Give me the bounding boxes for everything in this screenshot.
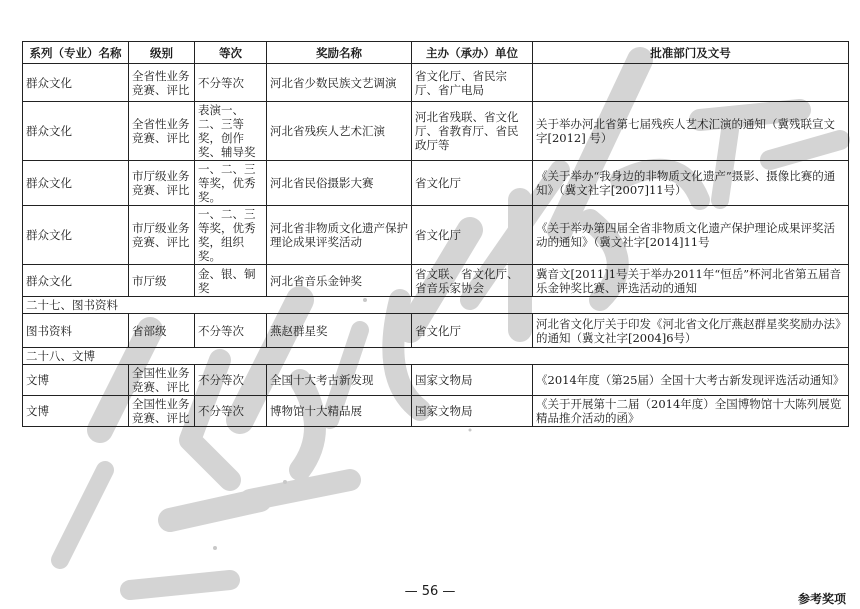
cell-grade: 一、二、三等奖，优秀奖。: [195, 161, 267, 206]
cell-level: 全国性业务竞赛、评比: [129, 365, 195, 396]
cell-award: 博物馆十大精品展: [267, 396, 412, 427]
section-title-books: 二十七、图书资料: [23, 297, 849, 314]
cell-level: 全省性业务竞赛、评比: [129, 102, 195, 161]
table-row: [23, 102, 849, 161]
cell-level: 省部级: [129, 314, 195, 348]
cell-grade: 表演一、二、三等奖，创作奖、辅导奖: [195, 102, 267, 161]
header-level: 级别: [129, 42, 195, 64]
table-row: [23, 206, 849, 265]
cell-approval: 《关于开展第十二届（2014年度）全国博物馆十大陈列展览精品推介活动的函》: [533, 396, 849, 427]
cell-award: 河北省残疾人艺术汇演: [267, 102, 412, 161]
cell-award: 河北省少数民族文艺调演: [267, 64, 412, 102]
cell-organizer: 省文化厅: [412, 206, 533, 265]
cell-grade: 不分等次: [195, 365, 267, 396]
header-series: 系列（专业）名称: [23, 42, 129, 64]
cell-award: 全国十大考古新发现: [267, 365, 412, 396]
table-row: [23, 64, 849, 102]
cell-organizer: 河北省残联、省文化厅、省教育厅、省民政厅等: [412, 102, 533, 161]
cell-level: 市厅级业务竞赛、评比: [129, 161, 195, 206]
cell-grade: 金、银、铜奖: [195, 265, 267, 297]
cell-grade: 不分等次: [195, 64, 267, 102]
cell-grade: 不分等次: [195, 314, 267, 348]
cell-award: 河北省音乐金钟奖: [267, 265, 412, 297]
table-header-row: [23, 42, 849, 64]
award-table: [22, 41, 849, 427]
section-row: [23, 297, 849, 314]
table-row: [23, 314, 849, 348]
cell-level: 全国性业务竞赛、评比: [129, 396, 195, 427]
cell-series: 群众文化: [23, 206, 129, 265]
table-row: [23, 396, 849, 427]
cell-level: 全省性业务竞赛、评比: [129, 64, 195, 102]
cell-series: 群众文化: [23, 102, 129, 161]
cell-grade: 一、二、三等奖，优秀奖，组织奖。: [195, 206, 267, 265]
section-row: [23, 348, 849, 365]
header-approval: 批准部门及文号: [533, 42, 849, 64]
footer-section-label: 参考奖项: [797, 592, 846, 606]
cell-organizer: 省文化厅: [412, 314, 533, 348]
page-number: — 56 —: [404, 584, 456, 599]
section-title-cultural-relics: 二十八、文博: [23, 348, 849, 365]
cell-approval: 《关于举办“我身边的非物质文化遗产”摄影、摄像比赛的通知》（冀文社字[2007]11号）: [533, 161, 849, 206]
cell-organizer: 省文化厅、省民宗厅、省广电局: [412, 64, 533, 102]
cell-series: 文博: [23, 365, 129, 396]
cell-level: 市厅级: [129, 265, 195, 297]
cell-approval: 《2014年度（第25届）全国十大考古新发现评选活动通知》: [533, 365, 849, 396]
header-award-name: 奖励名称: [267, 42, 412, 64]
header-grade: 等次: [195, 42, 267, 64]
cell-award: 燕赵群星奖: [267, 314, 412, 348]
cell-level: 市厅级业务竞赛、评比: [129, 206, 195, 265]
table-row: [23, 265, 849, 297]
cell-award: 河北省民俗摄影大赛: [267, 161, 412, 206]
cell-grade: 不分等次: [195, 396, 267, 427]
cell-approval: [533, 64, 849, 102]
cell-series: 文博: [23, 396, 129, 427]
cell-organizer: 国家文物局: [412, 396, 533, 427]
cell-series: 群众文化: [23, 161, 129, 206]
cell-award: 河北省非物质文化遗产保护理论成果评奖活动: [267, 206, 412, 265]
cell-approval: 冀音文[2011]1号关于举办2011年“恒岳”杯河北省第五届音乐金钟奖比赛、评选活动的通知: [533, 265, 849, 297]
cell-series: 群众文化: [23, 64, 129, 102]
header-organizer: 主办（承办）单位: [412, 42, 533, 64]
cell-approval: 河北省文化厅关于印发《河北省文化厅燕赵群星奖奖励办法》的通知（冀文社字[2004]6号）: [533, 314, 849, 348]
cell-approval: 《关于举办第四届全省非物质文化遗产保护理论成果评奖活动的通知》（冀文社字[2014]11号: [533, 206, 849, 265]
cell-approval: 关于举办河北省第七届残疾人艺术汇演的通知（冀残联宣文字[2012] 号）: [533, 102, 849, 161]
cell-series: 图书资料: [23, 314, 129, 348]
table-row: [23, 365, 849, 396]
cell-organizer: 省文联、省文化厅、省音乐家协会: [412, 265, 533, 297]
table-row: [23, 161, 849, 206]
cell-series: 群众文化: [23, 265, 129, 297]
cell-organizer: 省文化厅: [412, 161, 533, 206]
cell-organizer: 国家文物局: [412, 365, 533, 396]
